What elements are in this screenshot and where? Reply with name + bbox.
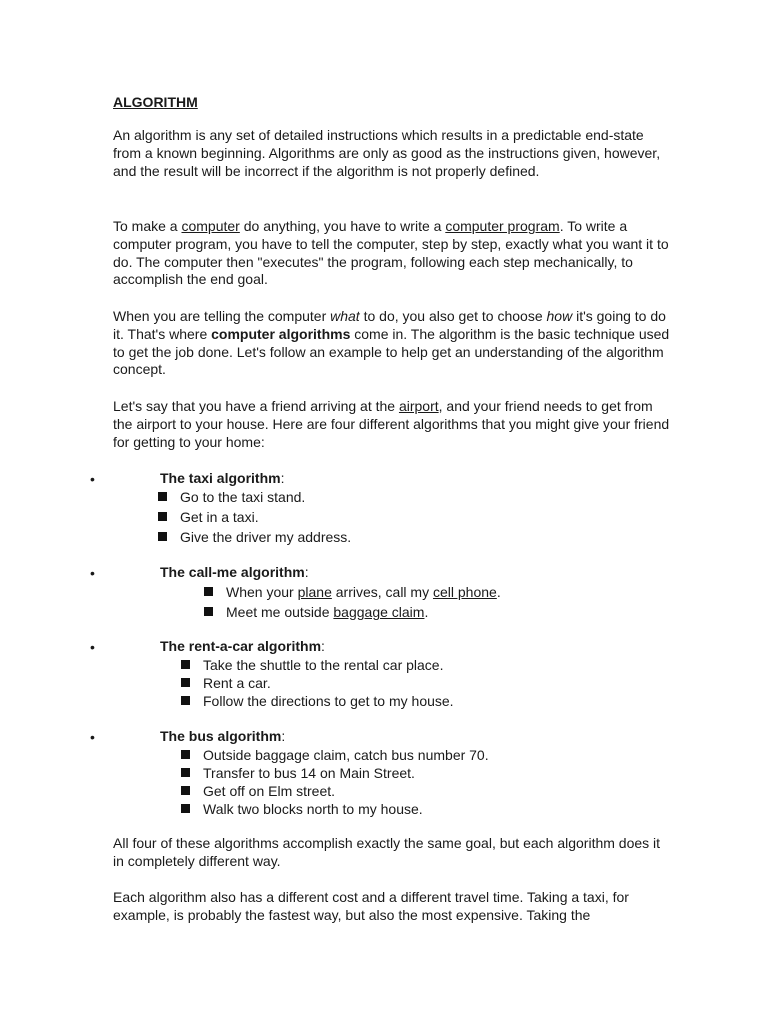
step-text: Get in a taxi. xyxy=(180,509,259,525)
step-text: Go to the taxi stand. xyxy=(180,489,306,505)
link-computer[interactable]: computer xyxy=(181,218,240,234)
bullet-icon: • xyxy=(90,471,95,487)
emphasis-how: how xyxy=(546,308,573,324)
list-item xyxy=(181,692,454,710)
step-text: Outside baggage claim, catch bus number 70. xyxy=(203,747,489,763)
algorithm-name: The call-me algorithm xyxy=(160,564,305,580)
paragraph-computer-algorithms xyxy=(113,308,673,379)
square-bullet-icon xyxy=(204,587,213,596)
square-bullet-icon xyxy=(181,786,190,795)
colon: : xyxy=(321,638,325,654)
text: . xyxy=(496,584,501,600)
paragraph-definition: An algorithm is any set of detailed instructions which results in a predictable end-state from a known beginning. Algorithms are only as good as the instructions given, however, and the result will be incorrect if the algorithm is not properly defined. xyxy=(113,127,661,179)
bullet-icon: • xyxy=(90,639,95,655)
square-bullet-icon xyxy=(204,607,213,616)
step-text: Rent a car. xyxy=(203,675,271,691)
colon: : xyxy=(280,470,285,486)
step-text: Give the driver my address. xyxy=(180,529,352,545)
square-bullet-icon xyxy=(181,768,190,777)
paragraph-airport-example xyxy=(113,398,673,451)
step-text: Get off on Elm street. xyxy=(203,783,336,799)
text: , and your friend needs to get from the airport to your house. Here are four different algorithms that you might give your friend for getting to your home: xyxy=(113,398,670,450)
text: arrives, call my xyxy=(331,584,433,600)
strong-computer-algorithms: computer algorithms xyxy=(211,325,351,342)
algorithm-name: The rent-a-car algorithm xyxy=(160,638,322,654)
text: . xyxy=(424,604,429,620)
bullet-icon: • xyxy=(90,729,95,745)
list-item xyxy=(181,656,443,674)
list-item xyxy=(181,674,271,692)
list-item xyxy=(181,782,335,800)
square-bullet-icon xyxy=(158,532,167,541)
square-bullet-icon xyxy=(181,750,190,759)
list-item xyxy=(158,488,305,506)
list-item xyxy=(181,800,423,818)
link-airport[interactable]: airport xyxy=(398,398,439,414)
square-bullet-icon xyxy=(181,804,190,813)
algorithm-name: The taxi algorithm xyxy=(160,470,281,486)
square-bullet-icon xyxy=(181,660,190,669)
list-item xyxy=(204,583,501,601)
algorithm-heading-rent-a-car xyxy=(160,637,325,655)
text: . To write a computer program, you have to tell the computer, step by step, exactly what you want it to do. The computer then "executes" the program, following each step mechanically, to accomplish the end goal. xyxy=(113,218,669,288)
text: do anything, you have to write a xyxy=(239,218,446,234)
text: to do, you also get to choose xyxy=(359,308,547,324)
square-bullet-icon xyxy=(181,678,190,687)
link-computer-program[interactable]: computer program xyxy=(445,218,560,234)
step-text: Take the shuttle to the rental car place. xyxy=(203,657,444,673)
emphasis-what: what xyxy=(330,308,360,324)
algorithm-heading-call-me xyxy=(160,563,309,581)
algorithm-name: The bus algorithm xyxy=(160,728,282,744)
list-item xyxy=(158,508,259,526)
text: Let's say that you have a friend arriving at the xyxy=(113,398,399,414)
text: To make a xyxy=(113,218,182,234)
list-item xyxy=(181,746,489,764)
list-item xyxy=(158,528,351,546)
colon: : xyxy=(304,564,309,580)
text: come in. The algorithm is the basic technique used to get the job done. Let's follow an example to help get an understanding of the algorithm concept. xyxy=(113,325,670,378)
page-title: ALGORITHM xyxy=(113,94,198,110)
colon: : xyxy=(281,728,286,744)
list-item xyxy=(204,603,428,621)
bullet-icon: • xyxy=(90,565,95,581)
algorithm-heading-bus xyxy=(160,727,285,745)
step-text: Walk two blocks north to my house. xyxy=(203,801,423,817)
text: When you are telling the computer xyxy=(113,308,331,324)
square-bullet-icon xyxy=(158,492,167,501)
step-text: Follow the directions to get to my house. xyxy=(203,693,454,709)
square-bullet-icon xyxy=(158,512,167,521)
algorithm-heading-taxi xyxy=(160,469,284,487)
link-baggage-claim[interactable]: baggage claim xyxy=(333,604,425,620)
square-bullet-icon xyxy=(181,696,190,705)
link-plane[interactable]: plane xyxy=(297,584,332,600)
paragraph-cost-time: Each algorithm also has a different cost and a different travel time. Taking a taxi, for example, is probably the fastest way, but also the most expensive. Taking the xyxy=(113,889,629,923)
text: Meet me outside xyxy=(226,604,334,620)
list-item xyxy=(181,764,415,782)
link-cell-phone[interactable]: cell phone xyxy=(432,584,497,600)
paragraph-computer-program xyxy=(113,218,673,289)
text: it's going to do it. That's where xyxy=(113,308,666,342)
text: When your xyxy=(226,584,298,600)
step-text: Transfer to bus 14 on Main Street. xyxy=(203,765,415,781)
paragraph-same-goal: All four of these algorithms accomplish exactly the same goal, but each algorithm does it in completely different way. xyxy=(113,835,661,869)
